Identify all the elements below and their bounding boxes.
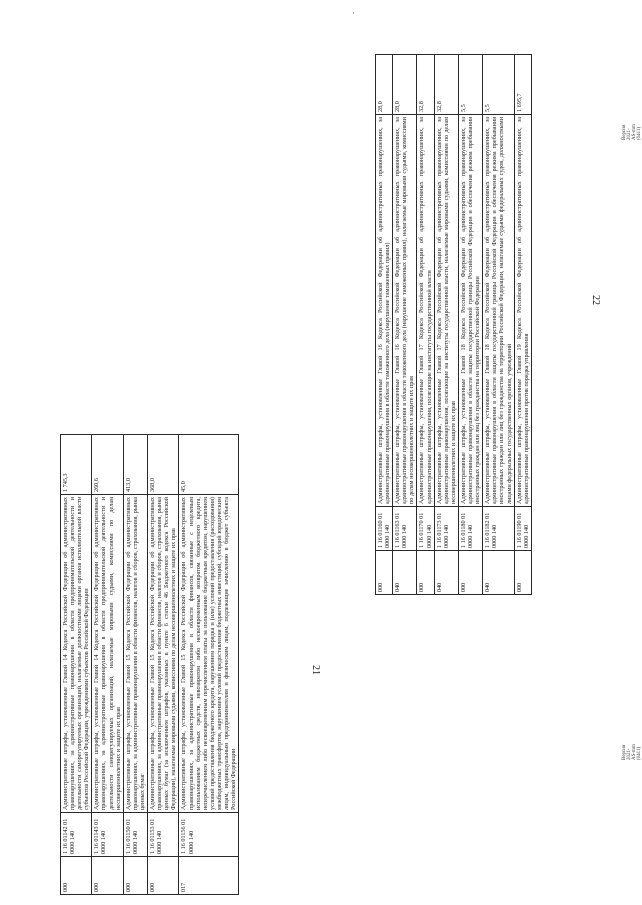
revenue-description-cell: Административные штрафы, установленные Главой 14 Кодекса Российской Федерации об административных правонарушениях, за административные правонарушения в области предпринимательской деятельности и деятельности саморегулируемых организаций, налагаемые должностными лицами органов исполнительной власти субъектов Российской Федерации, учреждениями субъектов Российской Федерации	[61, 495, 92, 813]
table-row	[393, 55, 417, 595]
revenue-description-cell: Административные штрафы, установленные Главой 17 Кодекса Российской Федерации об административных правонарушениях, за административные правонарушения, посягающие на институты государственной власти, налагаемые мировыми судьями, комиссиями по делам несовершеннолетних и защите их прав	[434, 115, 458, 507]
table-row	[417, 55, 434, 595]
budget-classification-code-cell: 1 16 01142 01 0000 140	[61, 813, 92, 857]
version-stamp: Версия 2021-AS-mm (0411)	[622, 124, 642, 140]
amount-cell: 1 695,7	[514, 55, 531, 115]
version-stamp: Версия 2021-AS-mm (0411)	[622, 744, 642, 760]
amount-cell: 5,5	[483, 55, 514, 115]
admin-code-cell: 040	[483, 551, 514, 595]
revenue-description-cell: Административные штрафы, установленные Главой 18 Кодекса Российской Федерации об административных правонарушениях, за административные правонарушения в области защиты государственной границы Российской Федерации и обеспечения режима пребывания иностранных граждан или лиц без гражданства на территории Российской Федерации	[458, 115, 482, 507]
page-number: 21	[310, 665, 321, 675]
amount-cell: 28,0	[376, 55, 393, 115]
admin-code-cell: 040	[393, 551, 417, 595]
revenue-description-cell: Административные штрафы, установленные Главой 15 Кодекса Российской Федерации об административных правонарушениях, за административные правонарушения в области финансов, налогов и сборов, страхования, рынка ценных бумаг	[123, 495, 147, 813]
admin-code-cell: 000	[417, 551, 434, 595]
admin-code-cell: 000	[376, 551, 393, 595]
amount-cell: 5,5	[458, 55, 482, 115]
budget-table-page-22	[375, 54, 532, 595]
amount-cell: 45,0	[179, 435, 239, 495]
admin-code-cell: 017	[179, 857, 239, 895]
budget-classification-code-cell: 1 16 01156 01 0000 140	[179, 813, 239, 857]
table-row	[514, 55, 531, 595]
table-row	[123, 435, 147, 895]
budget-classification-code-cell: 1 16 01160 01 0000 140	[376, 507, 393, 551]
amount-cell: 413,0	[123, 435, 147, 495]
page-number: 22	[590, 295, 601, 305]
revenue-description-cell: Административные штрафы, установленные Главой 16 Кодекса Российской Федерации об административных правонарушениях, за административные правонарушения в области таможенного дела (нарушение таможенных правил), налагаемые мировыми судьями, комиссиями по делам несовершеннолетних и защите их прав	[393, 115, 417, 507]
revenue-description-cell: Административные штрафы, установленные Главой 19 Кодекса Российской Федерации об административных правонарушениях, за административные правонарушения против порядка управления	[514, 115, 531, 507]
table-row	[483, 55, 514, 595]
table-row	[92, 435, 123, 895]
admin-code-cell: 000	[92, 857, 123, 895]
admin-code-cell: 040	[434, 551, 458, 595]
budget-classification-code-cell: 1 16 01173 01 0000 140	[434, 507, 458, 551]
amount-cell: 32,8	[417, 55, 434, 115]
table-row	[376, 55, 393, 595]
budget-classification-code-cell: 1 16 01153 01 0000 140	[148, 813, 179, 857]
budget-classification-code-cell: 1 16 01150 01 0000 140	[123, 813, 147, 857]
table-row	[61, 435, 92, 895]
budget-classification-code-cell: 1 16 01182 01 0000 140	[483, 507, 514, 551]
table-row	[434, 55, 458, 595]
admin-code-cell: 000	[458, 551, 482, 595]
amount-cell: 368,0	[148, 435, 179, 495]
amount-cell: 1 745,3	[61, 435, 92, 495]
amount-cell: 28,0	[393, 55, 417, 115]
page-22	[375, 55, 601, 595]
budget-classification-code-cell: 1 16 01143 01 0000 140	[92, 813, 123, 857]
table-row	[458, 55, 482, 595]
revenue-description-cell: Административные штрафы, установленные Главой 15 Кодекса Российской Федерации об административных правонарушениях, за административные правонарушения в области финансов, налогов и сборов, страхования, рынка ценных бумаг (за исключением штрафов, указанных в пункте 6 статьи 46 Бюджетного кодекса Российской Федерации), налагаемые мировыми судьями, комиссиями по делам несовершеннолетних и защите их прав	[148, 495, 179, 813]
admin-code-cell: 000	[148, 857, 179, 895]
revenue-description-cell: Административные штрафы, установленные Главой 17 Кодекса Российской Федерации об административных правонарушениях, за административные правонарушения, посягающие на институты государственной власти	[417, 115, 434, 507]
budget-classification-code-cell: 1 16 01163 01 0000 140	[393, 507, 417, 551]
budget-classification-code-cell: 1 16 01170 01 0000 140	[417, 507, 434, 551]
revenue-description-cell: Административные штрафы, установленные Главой 14 Кодекса Российской Федерации об административных правонарушениях, за административные правонарушения в области предпринимательской деятельности и деятельности саморегулируемых организаций, налагаемые мировыми судьями, комиссиями по делам несовершеннолетних и защите их прав	[92, 495, 123, 813]
admin-code-cell: 000	[123, 857, 147, 895]
revenue-description-cell: Административные штрафы, установленные Главой 18 Кодекса Российской Федерации об административных правонарушениях, за административные правонарушения в области защиты государственной границы Российской Федерации и обеспечения режима пребывания иностранных граждан или лиц без гражданства на территории Российской Федерации, налагаемые судьями федеральных судов, должностными лицами федеральных государственных органов, учреждений	[483, 115, 514, 507]
admin-code-cell: 000	[514, 551, 531, 595]
page-21	[60, 435, 321, 895]
amount-cell: 32,8	[434, 55, 458, 115]
budget-table-page-21	[60, 434, 239, 895]
revenue-description-cell: Административные штрафы, установленные Главой 16 Кодекса Российской Федерации об административных правонарушениях, за административные правонарушения в области таможенного дела (нарушение таможенных правил)	[376, 115, 393, 507]
table-row	[148, 435, 179, 895]
budget-classification-code-cell: 1 16 01180 01 0000 140	[458, 507, 482, 551]
admin-code-cell: 000	[61, 857, 92, 895]
amount-cell: 260,6	[92, 435, 123, 495]
table-row	[179, 435, 239, 895]
budget-classification-code-cell: 1 16 01190 01 0000 140	[514, 507, 531, 551]
scan-mark: ·	[352, 8, 355, 18]
revenue-description-cell: Административные штрафы, установленные Главой 15 Кодекса Российской Федерации об административных правонарушениях, за административные правонарушения в области финансов, связанные с нецелевым использованием бюджетных средств, невозвратом либо несвоевременным возвратом бюджетного кредита, неперечислением либо несвоевременным перечислением платы за пользование бюджетным кредитом, нарушением условий предоставления бюджетного кредита, нарушением порядка и (или) условий предоставления (расходования) межбюджетных трансфертов, нарушением условий предоставления бюджетных инвестиций, субсидий юридическим лицам, индивидуальным предпринимателям и физическим лицам, подлежащие зачислению в бюджет субъекта Российской Федерации	[179, 495, 239, 813]
